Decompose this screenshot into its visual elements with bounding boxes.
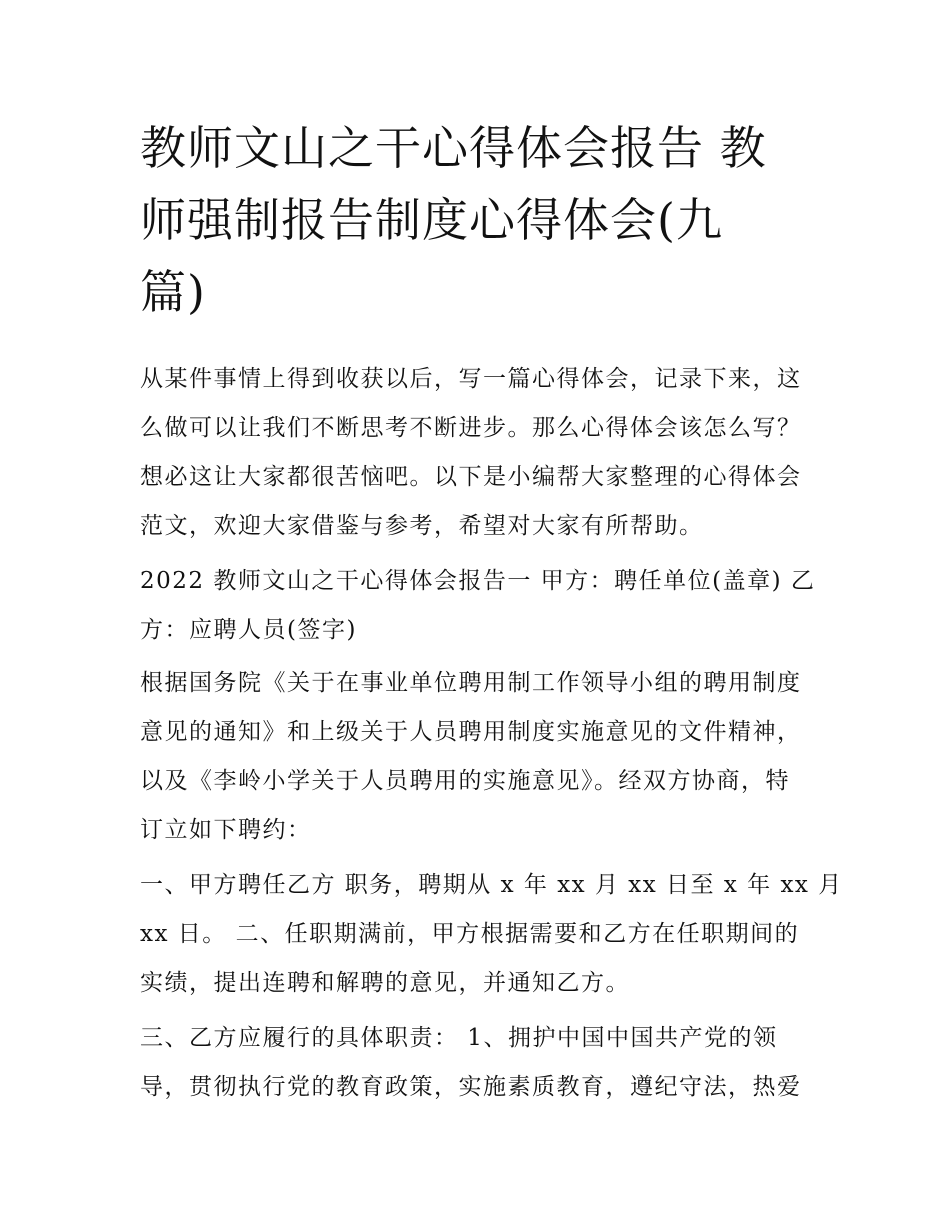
paragraph-line: 方：应聘人员(签字) — [140, 617, 357, 643]
paragraph-line: xx 日。 二、任职期满前，甲方根据需要和乙方在任职期间的 — [140, 921, 800, 947]
paragraph-line: 意见的通知》和上级关于人员聘用制度实施意见的文件精神， — [140, 719, 802, 745]
paragraph-line: 根据国务院《关于在事业单位聘用制工作领导小组的聘用制度 — [140, 670, 802, 696]
paragraph-line: 2022 教师文山之干心得体会报告一 甲方：聘任单位(盖章) 乙 — [140, 568, 816, 594]
contract-duties-paragraph — [140, 1014, 830, 1112]
paragraph-line: 三、乙方应履行的具体职责： 1、拥护中国中国共产党的领 — [140, 1025, 778, 1051]
title-line: 篇) — [140, 265, 206, 319]
paragraph-line: 以及《李岭小学关于人员聘用的实施意见》。经双方协商，特 — [140, 768, 790, 794]
intro-paragraph — [140, 355, 830, 551]
paragraph-line: 么做可以让我们不断思考不断进步。那么心得体会该怎么写？ — [140, 415, 802, 441]
paragraph-line: 范文，欢迎大家借鉴与参考，希望对大家有所帮助。 — [140, 513, 704, 539]
contract-basis-paragraph — [140, 659, 830, 855]
paragraph-line: 一、甲方聘任乙方 职务，聘期从 x 年 xx 月 xx 日至 x 年 xx 月 — [140, 872, 843, 898]
paragraph-line: 想必这让大家都很苦恼吧。以下是小编帮大家整理的心得体会 — [140, 464, 802, 490]
paragraph-line: 从某件事情上得到收获以后，写一篇心得体会，记录下来，这 — [140, 366, 802, 392]
contract-parties-paragraph — [140, 557, 830, 655]
title-line: 教师文山之干心得体会报告 教 — [140, 121, 767, 175]
paragraph-line: 实绩，提出连聘和解聘的意见，并通知乙方。 — [140, 970, 630, 996]
paragraph-line: 订立如下聘约： — [140, 817, 312, 843]
document-title — [140, 112, 820, 328]
paragraph-line: 导，贯彻执行党的教育政策，实施素质教育，遵纪守法，热爱 — [140, 1074, 802, 1100]
title-line: 师强制报告制度心得体会(九 — [140, 193, 723, 247]
contract-term-paragraph — [140, 861, 843, 1008]
